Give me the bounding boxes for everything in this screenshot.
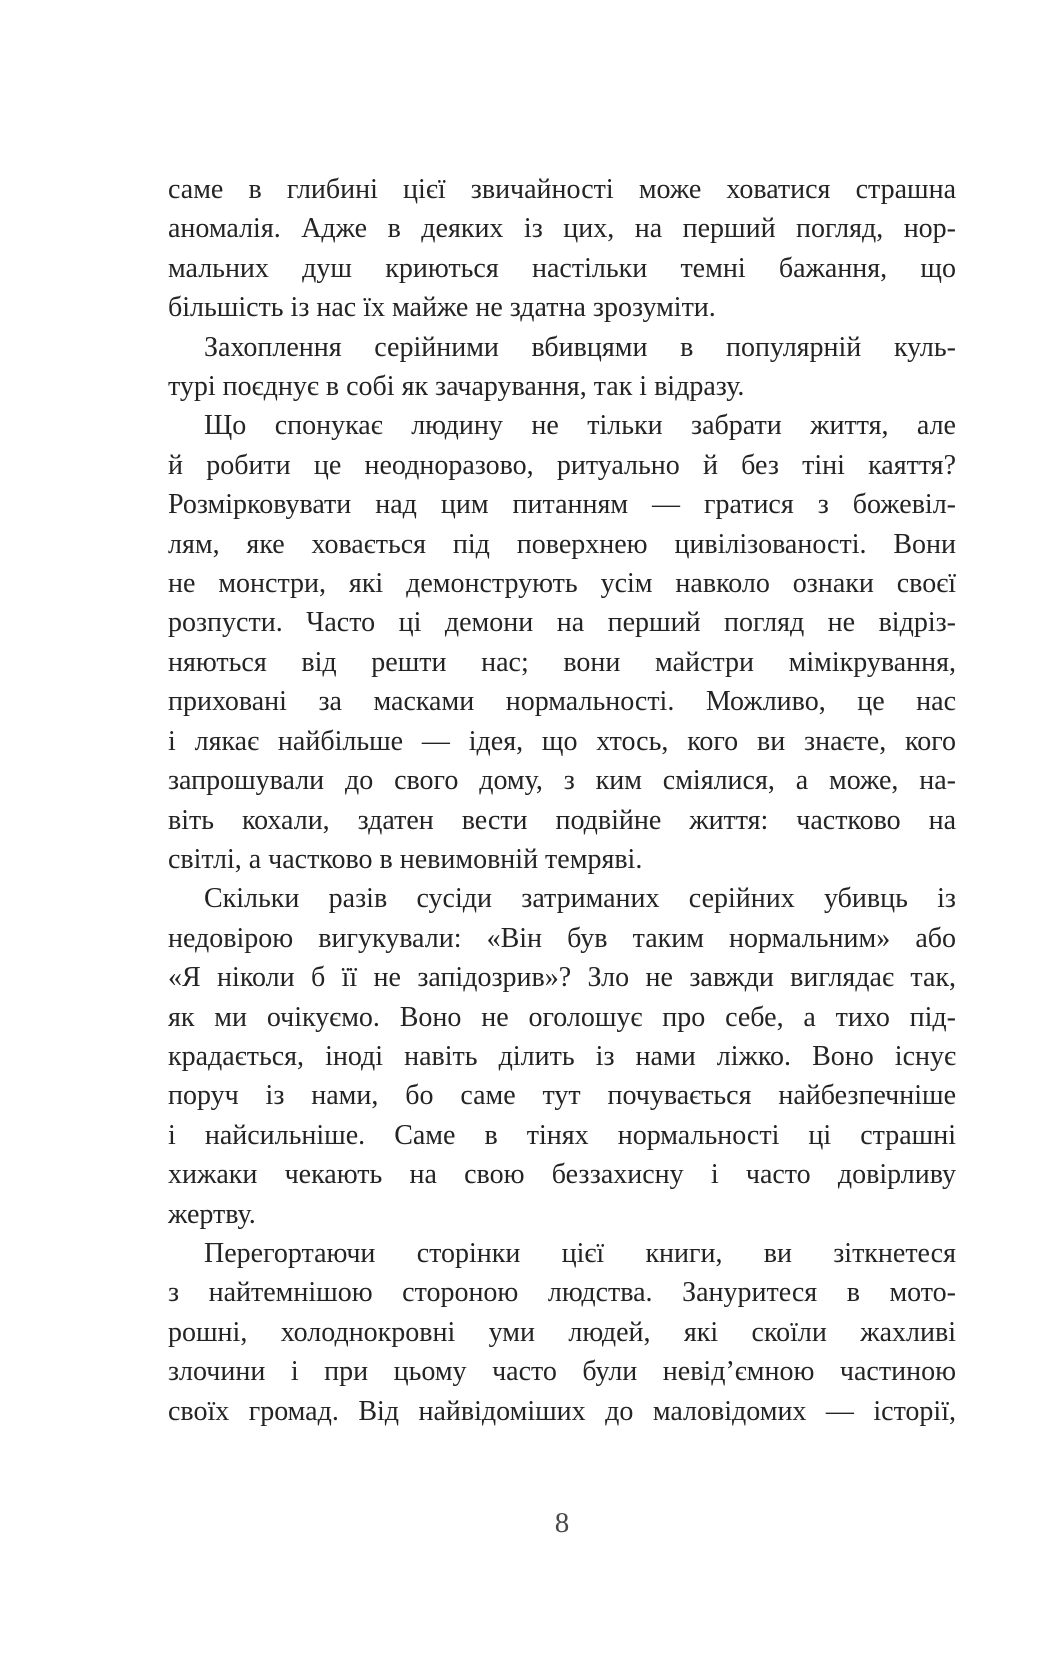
text-line: мальних душ криються настільки темні бажання, що bbox=[168, 252, 956, 284]
page-text bbox=[168, 170, 956, 1431]
text-line: Захоплення серійними вбивцями в популярній куль- bbox=[204, 331, 956, 363]
text-line: лям, яке ховається під поверхнею цивілізованості. Вони bbox=[168, 528, 956, 560]
text-line: хижаки чекають на свою беззахисну і часто довірливу bbox=[168, 1159, 956, 1191]
text-line: як ми очікуємо. Воно не оголошує про себе, а тихо під- bbox=[168, 1001, 956, 1033]
text-line: недовірою вигукували: «Він був таким нормальним» або bbox=[168, 922, 956, 954]
text-line: Що спонукає людину не тільки забрати життя, але bbox=[204, 410, 956, 442]
text-line: турі поєднує в собі як зачарування, так і відразу. bbox=[168, 371, 745, 403]
text-line: рошні, холоднокровні уми людей, які скоїли жахливі bbox=[168, 1316, 956, 1348]
text-line: і найсильніше. Саме в тінях нормальності ці страшні bbox=[168, 1119, 956, 1151]
text-line: «Я ніколи б її не запідозрив»? Зло не завжди виглядає так, bbox=[168, 962, 956, 994]
text-line: не монстри, які демонструють усім навколо ознаки своєї bbox=[168, 568, 956, 600]
text-line: більшість із нас їх майже не здатна зрозуміти. bbox=[168, 292, 716, 324]
text-line: віть кохали, здатен вести подвійне життя: частково на bbox=[168, 804, 956, 836]
text-line: жертву. bbox=[168, 1198, 256, 1230]
text-line: Перегортаючи сторінки цієї книги, ви зіткнетеся bbox=[204, 1237, 956, 1269]
page-number: 8 bbox=[554, 1507, 570, 1539]
text-line: приховані за масками нормальності. Можливо, це нас bbox=[168, 686, 956, 718]
text-line: своїх громад. Від найвідоміших до маловідомих — історії, bbox=[168, 1395, 956, 1427]
text-line: злочини і при цьому часто були невід’ємною частиною bbox=[168, 1356, 956, 1388]
text-line: аномалія. Адже в деяких із цих, на перший погляд, нор- bbox=[168, 213, 956, 245]
text-line: Розмірковувати над цим питанням — гратися з божевіл- bbox=[168, 489, 956, 521]
text-line: запрошували до свого дому, з ким сміялися, а може, на- bbox=[168, 765, 956, 797]
text-line: розпусти. Часто ці демони на перший погляд не відріз- bbox=[168, 607, 956, 639]
text-line: саме в глибині цієї звичайності може ховатися страшна bbox=[168, 174, 956, 205]
text-line: світлі, а частково в невимовній темряві. bbox=[168, 843, 643, 875]
text-line: і лякає найбільше — ідея, що хтось, кого ви знаєте, кого bbox=[168, 725, 956, 757]
text-line: з найтемнішою стороною людства. Зануритеся в мото- bbox=[168, 1277, 956, 1309]
text-line: й робити це неодноразово, ритуально й без тіні каяття? bbox=[168, 449, 956, 481]
text-line: Скільки разів сусіди затриманих серійних убивць із bbox=[204, 883, 956, 915]
text-line: поруч із нами, бо саме тут почувається найбезпечніше bbox=[168, 1080, 956, 1112]
text-line: крадається, іноді навіть ділить із нами ліжко. Воно існує bbox=[168, 1040, 956, 1072]
text-line: няються від решти нас; вони майстри мімікрування, bbox=[168, 646, 956, 678]
